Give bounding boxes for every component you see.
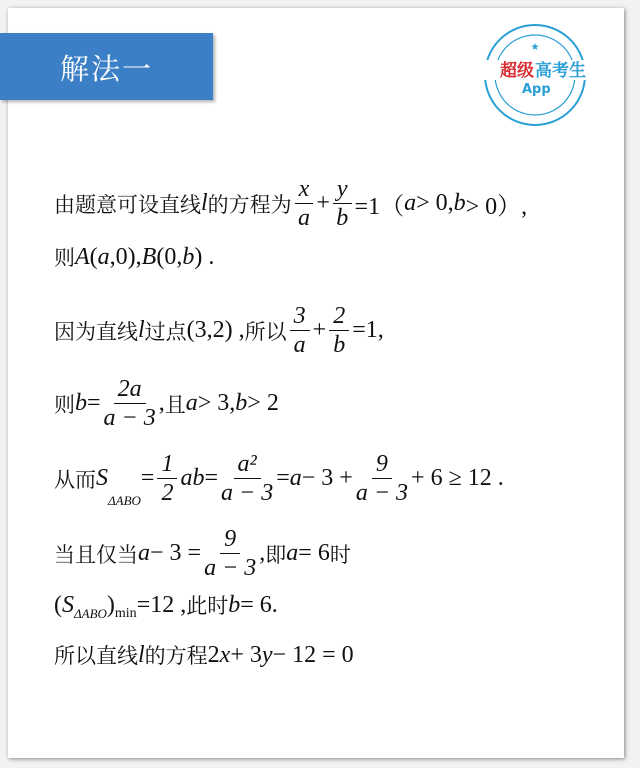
- svg-text:高考生: 高考生: [535, 61, 586, 81]
- chinese-text: 则: [54, 392, 75, 417]
- math-text: > 3,: [197, 390, 236, 416]
- fraction-denominator: a − 3: [355, 480, 409, 506]
- solution-line: [54, 640, 354, 670]
- math-text: =12 ,: [136, 591, 187, 618]
- math-text: > 0）,: [465, 194, 528, 220]
- math-variable: a: [286, 540, 299, 566]
- math-variable: ab: [180, 465, 205, 491]
- fraction-numerator: 1: [157, 450, 177, 479]
- svg-text:超级: 超级: [500, 61, 534, 81]
- math-text: + 6 ≥ 12 .: [411, 465, 504, 491]
- math-text: =: [276, 465, 290, 491]
- math-variable: a: [289, 465, 302, 491]
- chinese-text: 所以直线: [54, 644, 138, 668]
- math-text: =: [204, 465, 218, 491]
- math-variable: S: [62, 591, 74, 618]
- fraction: [290, 302, 310, 359]
- math-text: (: [89, 243, 98, 270]
- math-text: ) .: [194, 243, 215, 270]
- chinese-text: 此时: [186, 594, 229, 618]
- math-variable: a: [138, 540, 150, 566]
- math-text: + 3: [230, 641, 262, 668]
- math-text: =: [140, 465, 155, 491]
- chinese-text: 所以: [244, 319, 287, 344]
- math-text: =1（: [354, 194, 405, 220]
- svg-text:★: ★: [530, 42, 540, 53]
- chinese-text: 且: [164, 392, 186, 417]
- math-variable: a: [97, 243, 110, 270]
- chinese-text: 的方程为: [207, 192, 292, 217]
- fraction-denominator: a − 3: [103, 405, 156, 431]
- chinese-text: 即: [265, 542, 287, 567]
- math-variable: B: [141, 243, 157, 270]
- fraction-denominator: a − 3: [204, 555, 257, 581]
- math-text: +: [312, 317, 327, 343]
- math-text: (3,2) ,: [186, 317, 245, 343]
- solution-line: [54, 375, 279, 432]
- chinese-text: 过点: [144, 319, 187, 344]
- math-text: − 3 +: [301, 465, 353, 491]
- solution-line: [54, 175, 527, 232]
- math-text: > 0,: [416, 190, 454, 216]
- fraction-denominator: 2: [161, 480, 174, 506]
- math-variable: b: [75, 390, 87, 416]
- math-variable: x: [219, 641, 231, 668]
- math-text: (: [54, 591, 62, 618]
- fraction-numerator: x: [295, 175, 314, 204]
- chinese-text: 当且仅当: [54, 542, 138, 567]
- section-title: 解法一: [60, 52, 154, 86]
- math-variable: b: [228, 591, 241, 618]
- fraction-denominator: b: [336, 205, 349, 231]
- math-variable: b: [182, 243, 195, 270]
- math-text: (0,: [156, 243, 183, 270]
- math-variable: y: [261, 641, 273, 668]
- math-text: +: [316, 190, 330, 216]
- math-text: 2: [207, 641, 220, 668]
- fraction: [104, 375, 156, 432]
- fraction-numerator: y: [333, 175, 352, 204]
- math-text: ): [106, 591, 115, 618]
- math-text: ,: [158, 390, 165, 416]
- solution-line: [54, 590, 278, 620]
- chinese-text: 因为直线: [54, 319, 138, 344]
- solution-line: [54, 242, 214, 272]
- solution-line: [54, 450, 504, 507]
- fraction-denominator: b: [333, 332, 346, 358]
- math-variable: l: [201, 190, 208, 216]
- math-text: > 2: [247, 390, 279, 416]
- fraction-numerator: a²: [234, 450, 261, 479]
- subscript: ΔABO: [108, 493, 141, 508]
- math-text: − 12 = 0: [272, 641, 354, 668]
- fraction-numerator: 9: [220, 525, 240, 554]
- chinese-text: 则: [54, 246, 75, 270]
- math-text: = 6.: [240, 591, 278, 618]
- section-banner: [0, 33, 213, 100]
- chinese-text: 由题意可设直线: [54, 192, 201, 217]
- fraction-denominator: a − 3: [221, 480, 274, 506]
- subscript: min: [114, 606, 137, 621]
- svg-text:App: App: [522, 82, 551, 97]
- chinese-text: 时: [329, 542, 351, 567]
- fraction-numerator: 2: [329, 302, 349, 331]
- math-text: =1,: [352, 317, 384, 343]
- math-variable: a: [404, 190, 417, 216]
- math-variable: S: [96, 465, 108, 491]
- math-text: − 3 =: [150, 540, 202, 566]
- subscript: ΔABO: [74, 606, 107, 621]
- fraction-denominator: a: [298, 205, 310, 231]
- math-variable: a: [185, 390, 198, 416]
- solution-line: [54, 525, 351, 582]
- chinese-text: 从而: [54, 467, 96, 492]
- fraction: [157, 450, 177, 507]
- math-variable: l: [138, 641, 145, 668]
- math-text: = 6: [298, 540, 330, 566]
- fraction-numerator: 2a: [114, 375, 146, 404]
- fraction-numerator: 9: [372, 450, 392, 479]
- fraction: [356, 450, 408, 507]
- fraction: [295, 175, 314, 232]
- math-text: ,: [259, 540, 266, 566]
- math-text: ,0),: [109, 243, 142, 270]
- math-variable: A: [75, 243, 90, 270]
- fraction: [329, 302, 349, 359]
- math-text: =: [87, 390, 101, 416]
- fraction: [204, 525, 256, 582]
- brand-logo: [480, 20, 590, 130]
- fraction-denominator: a: [293, 332, 306, 358]
- math-variable: l: [138, 317, 145, 343]
- chinese-text: 的方程: [144, 644, 208, 668]
- math-variable: b: [235, 390, 248, 416]
- fraction: [221, 450, 273, 507]
- fraction: [333, 175, 352, 232]
- math-variable: b: [453, 190, 466, 216]
- solution-line: [54, 302, 384, 359]
- fraction-numerator: 3: [290, 302, 310, 331]
